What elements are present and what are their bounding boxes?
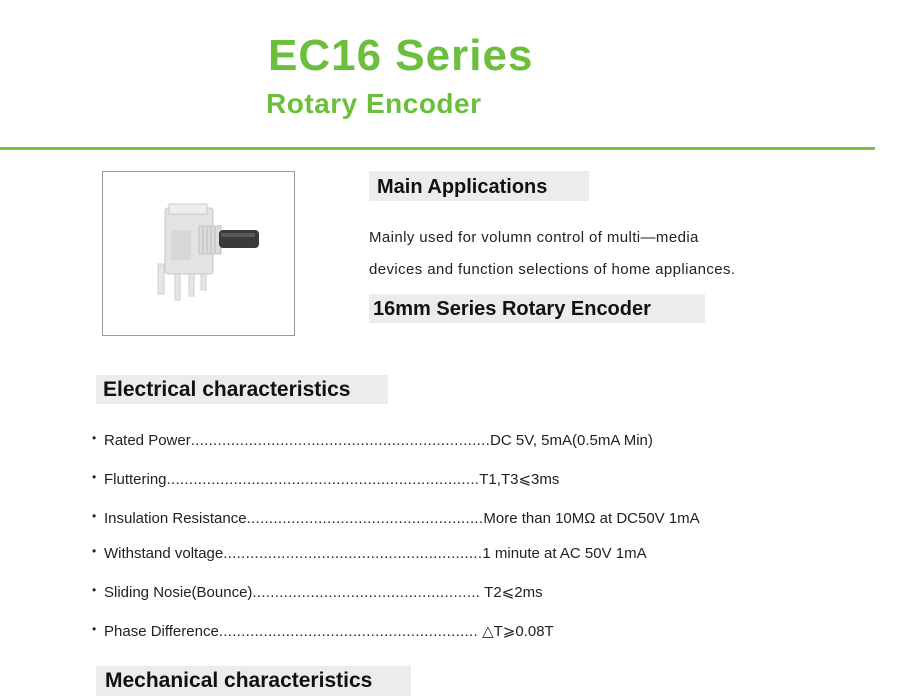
electrical-heading: Electrical characteristics: [96, 375, 388, 404]
page-subtitle: Rotary Encoder: [266, 88, 482, 119]
spec-item: [92, 545, 647, 561]
spec-item: [92, 623, 554, 639]
spec-label: Insulation Resistance: [104, 510, 247, 527]
spec-leader: ..........................................................: [218, 623, 478, 640]
mechanical-heading: Mechanical characteristics: [96, 666, 411, 696]
spec-leader: ...................................................................: [190, 432, 491, 449]
spec-item: [92, 471, 559, 487]
spec-value: T2⩽2ms: [480, 584, 543, 601]
bullet-icon: •: [92, 470, 97, 484]
spec-value: More than 10MΩ at DC50V 1mA: [483, 510, 700, 527]
spec-label: Sliding Nosie(Bounce): [104, 584, 253, 601]
spec-label: Rated Power: [104, 432, 191, 449]
spec-label: Phase Difference: [104, 623, 219, 640]
spec-leader: ..........................................................: [223, 545, 483, 562]
product-image: [102, 171, 295, 336]
bullet-icon: •: [92, 583, 97, 597]
spec-value: DC 5V, 5mA(0.5mA Min): [490, 432, 653, 449]
spec-item: [92, 584, 543, 600]
spec-label: Withstand voltage: [104, 545, 224, 562]
page-title: EC16 Series: [268, 31, 534, 80]
bullet-icon: •: [92, 544, 97, 558]
applications-line-1: Mainly used for volumn control of multi—media: [369, 229, 699, 246]
spec-value: △T⩾0.08T: [477, 623, 554, 640]
bullet-icon: •: [92, 431, 97, 445]
series-heading: 16mm Series Rotary Encoder: [369, 294, 705, 323]
bullet-icon: •: [92, 509, 97, 523]
spec-item: [92, 432, 653, 448]
header-divider: [0, 147, 875, 150]
spec-leader: ......................................................................: [166, 471, 480, 488]
spec-label: Fluttering: [104, 471, 167, 488]
spec-value: 1 minute at AC 50V 1mA: [482, 545, 647, 562]
bullet-icon: •: [92, 622, 97, 636]
spec-leader: ...................................................: [252, 584, 481, 601]
applications-line-2: devices and function selections of home appliances.: [369, 261, 736, 278]
spec-leader: .....................................................: [246, 510, 484, 527]
main-applications-heading: Main Applications: [369, 171, 589, 201]
spec-item: [92, 510, 700, 526]
rotary-encoder-illustration: [103, 172, 294, 335]
spec-value: T1,T3⩽3ms: [479, 471, 560, 488]
